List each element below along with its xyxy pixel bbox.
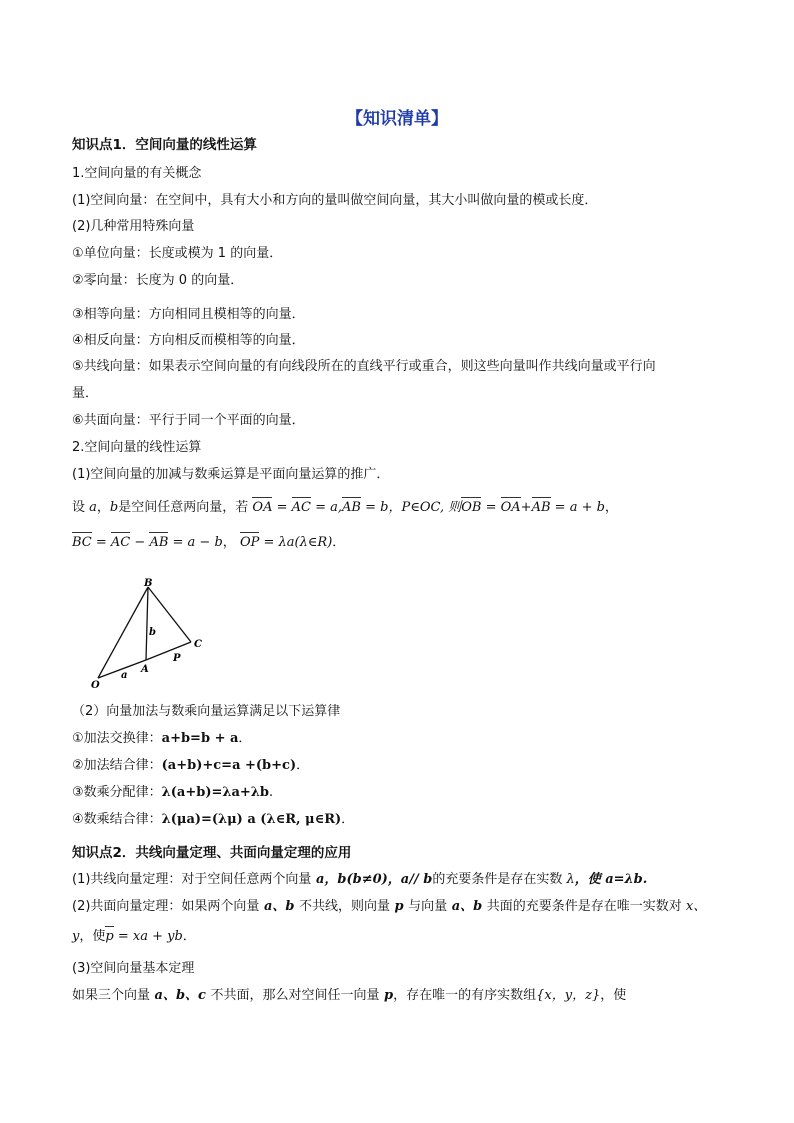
coplanar-formula: = xa + yb: [113, 929, 183, 944]
period: ．: [182, 929, 196, 944]
label-a-point: A: [141, 664, 149, 675]
plus-sign: +: [520, 500, 532, 515]
vector-definition: (1)空间向量：在空间中，具有大小和方向的量叫做空间向量，其大小叫做向量的模或长度．: [72, 193, 598, 208]
law-associative: [72, 758, 309, 774]
equals-lambda-a: = λa(λ∈R): [259, 535, 333, 550]
theorem-end: ，使: [600, 988, 627, 1003]
variable-y: y: [72, 929, 80, 944]
period: .: [269, 785, 274, 800]
law-formula: λ(a+b)=λa+λb: [161, 785, 270, 800]
vector-a-symbol: a: [89, 500, 97, 515]
vector-p: p: [379, 988, 394, 1003]
unit-vector-definition: ①单位向量：长度或模为 1 的向量．: [72, 246, 283, 261]
edge-ac: [146, 642, 191, 660]
vectors-a-b: a、b: [447, 899, 487, 914]
collinear-vector-definition: ⑤共线向量：如果表示空间向量的有向线段所在的直线平行或重合，则这些向量叫作共线向量或平行向: [72, 359, 656, 374]
vector-relations-line-1: [72, 500, 618, 516]
vector-relations-line-2: [72, 535, 345, 551]
law-formula: (a+b)+c=a +(b+c): [161, 758, 297, 773]
vector-ab: AB: [531, 500, 551, 515]
vector-ac: AC: [291, 500, 311, 515]
ordered-triple: {x，y，z}: [536, 988, 601, 1003]
triangle-figure: [85, 575, 215, 695]
vector-ab: AB: [149, 535, 169, 550]
equals-sign: =: [481, 500, 501, 515]
theorem-variables: a，b(b≠0)，a// b: [311, 872, 433, 887]
zero-vector-definition: ②零向量：长度为 0 的向量．: [72, 273, 244, 288]
law-label: ②加法结合律：: [72, 758, 162, 773]
label-b-vector: b: [149, 627, 156, 638]
label-p-point: P: [173, 653, 181, 664]
law-label: ③数乘分配律：: [72, 785, 162, 800]
vector-oa: OA: [500, 500, 521, 515]
period: ．: [296, 758, 310, 773]
vector-oa: OA: [252, 500, 273, 515]
vectors-a-b-c: a、b、c: [150, 988, 211, 1003]
label-c-point: C: [194, 639, 202, 650]
equals-a: = a,: [310, 500, 343, 515]
theorem-label: (2)共面向量定理：如果两个向量: [72, 899, 260, 914]
equal-vector-definition: ③相等向量：方向相同且模相等的向量．: [72, 307, 305, 322]
section-title: 【知识清单】: [346, 109, 448, 129]
comma: ，: [222, 535, 236, 550]
knowledge-point-2-heading: 知识点2．共线向量定理、共面向量定理的应用: [72, 845, 352, 861]
subheading-concepts: 1.空间向量的有关概念: [72, 166, 202, 181]
collinear-theorem: [72, 872, 647, 888]
equals-a-plus-b: = a + b: [550, 500, 605, 515]
theorem-text: ，存在唯一的有序实数组: [393, 988, 537, 1003]
law-formula: a+b=b + a: [161, 731, 239, 746]
theorem-text: 如果三个向量: [72, 988, 151, 1003]
law-commutative: [72, 731, 251, 747]
coplanar-theorem: [72, 899, 706, 915]
vector-ab: AB: [342, 500, 361, 515]
label-o-point: O: [91, 680, 100, 691]
laws-heading: （2）向量加法与数乘向量运算满足以下运算律: [72, 704, 341, 719]
variable-x: x、: [681, 899, 707, 914]
law-label: ④数乘结合律：: [72, 812, 162, 827]
vector-ob: OB: [461, 500, 482, 515]
vector-bc: BC: [72, 535, 92, 550]
knowledge-point-1-heading: 知识点1．空间向量的线性运算: [72, 137, 257, 153]
theorem-text: 不共线，则向量: [299, 899, 391, 914]
basic-theorem-heading: (3)空间向量基本定理: [72, 961, 195, 976]
equals-a-minus-b: = a − b: [168, 535, 223, 550]
period: ．: [341, 812, 355, 827]
theorem-text: 共面的充要条件是存在唯一实数对: [486, 899, 682, 914]
label-a-vector: a: [121, 670, 128, 681]
theorem-text: 的充要条件是存在实数: [432, 872, 567, 887]
equals-b: = b: [360, 500, 389, 515]
equals-sign: =: [272, 500, 292, 515]
vectors-a-b: a、b: [259, 899, 299, 914]
special-vectors-heading: (2)几种常用特殊向量: [72, 219, 195, 234]
let-separator: ，: [96, 500, 110, 515]
let-middle-text: 是空间任意两向量，若: [118, 500, 249, 515]
comma: ，: [604, 500, 618, 515]
law-label: ①加法交换律：: [72, 731, 162, 746]
period: ．: [332, 535, 346, 550]
lambda-symbol: λ: [566, 872, 575, 887]
equals-sign: =: [91, 535, 111, 550]
vector-b-symbol: b: [109, 500, 119, 515]
basic-theorem-statement: [72, 988, 626, 1004]
coplanar-theorem-cont: [72, 929, 196, 945]
theorem-label: (1)共线向量定理：对于空间任意两个向量: [72, 872, 312, 887]
vector-op: OP: [239, 535, 260, 550]
collinear-vector-definition-cont: 量．: [72, 386, 99, 401]
theorem-text: 不共面，那么对空间任一向量: [210, 988, 380, 1003]
law-scalar-associative: [72, 812, 354, 828]
generalization-note: (1)空间向量的加减与数乘运算是平面向量运算的推广．: [72, 467, 390, 482]
theorem-text: ，使: [79, 929, 106, 944]
edge-ba: [146, 587, 148, 660]
coplanar-vector-definition: ⑥共面向量：平行于同一个平面的向量．: [72, 413, 305, 428]
opposite-vector-definition: ④相反向量：方向相反而模相等的向量．: [72, 333, 305, 348]
vector-p: p: [390, 899, 409, 914]
law-distributive: [72, 785, 273, 801]
subheading-linear-operations: 2.空间向量的线性运算: [72, 440, 202, 455]
law-formula: λ(μa)=(λμ) a (λ∈R, μ∈R): [161, 812, 342, 827]
point-condition: ，P∈OC, 则: [388, 500, 462, 515]
period: ．: [238, 731, 252, 746]
label-b-point: B: [144, 578, 153, 589]
theorem-text: 与向量: [408, 899, 448, 914]
vector-ac: AC: [110, 535, 131, 550]
minus-sign: −: [130, 535, 150, 550]
vector-p: p: [105, 929, 114, 944]
theorem-end: ，使 a=λb.: [574, 872, 648, 887]
let-prefix: 设: [72, 500, 90, 515]
